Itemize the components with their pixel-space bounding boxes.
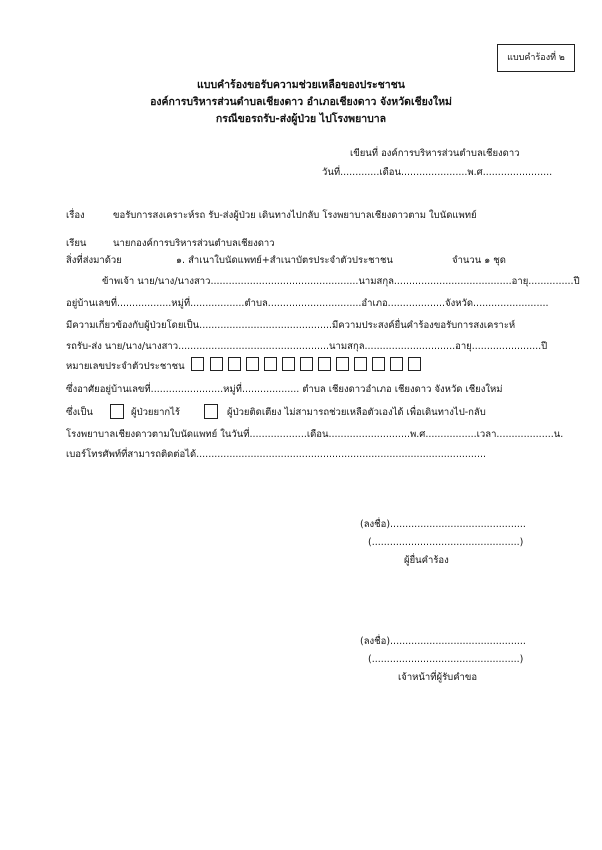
- subject-label: เรื่อง: [66, 210, 85, 221]
- id-digit-box[interactable]: [390, 357, 403, 371]
- form-title-line1: แบบคำร้องขอรับความช่วยเหลือของประชาชน: [197, 79, 405, 91]
- to-label: เรียน: [66, 238, 87, 249]
- id-digit-box[interactable]: [354, 357, 367, 371]
- date-line: วันที่.............เดือน......................พ.ศ.......................: [322, 167, 553, 178]
- id-digit-box[interactable]: [318, 357, 331, 371]
- id-digit-box[interactable]: [372, 357, 385, 371]
- body-line-appointment: โรงพยาบาลเชียงดาวตามใบนัดแพทย์ ในวันที่...................เดือน...........................พ.ศ.................เวลา...................น.: [66, 429, 564, 440]
- id-digit-box[interactable]: [228, 357, 241, 371]
- enclosure-count: จำนวน ๑ ชุด: [452, 255, 506, 266]
- poor-patient-checkbox[interactable]: [110, 404, 124, 419]
- officer-role: เจ้าหน้าที่ผู้รับคำขอ: [398, 672, 478, 683]
- bedridden-patient-checkbox[interactable]: [204, 404, 218, 419]
- id-digit-box[interactable]: [210, 357, 223, 371]
- form-title-line2: องค์การบริหารส่วนตำบลเชียงดาว อำเภอเชียงดาว จังหวัดเชียงใหม่: [150, 96, 452, 108]
- id-digit-box[interactable]: [408, 357, 421, 371]
- applicant-signature-line: (ลงชื่อ).............................................: [360, 519, 526, 530]
- bedridden-patient-label: ผู้ป่วยติดเตียง ไม่สามารถช่วยเหลือตัวเองได้ เพื่อเดินทางไป-กลับ: [227, 407, 486, 418]
- applicant-name-line: (.................................................): [368, 537, 524, 548]
- enclosure-label: สิ่งที่ส่งมาด้วย: [66, 255, 122, 266]
- to-text: นายกองค์การบริหารส่วนตำบลเชียงดาว: [113, 238, 275, 249]
- status-prefix: ซึ่งเป็น: [66, 407, 93, 418]
- id-digit-box[interactable]: [191, 357, 204, 371]
- id-digit-box[interactable]: [246, 357, 259, 371]
- officer-name-line: (.................................................): [368, 654, 524, 665]
- id-digit-box[interactable]: [300, 357, 313, 371]
- body-line-phone: เบอร์โทรศัพท์ที่สามารถติดต่อได้................................................................................................: [66, 449, 487, 460]
- applicant-role: ผู้ยื่นคำร้อง: [404, 555, 449, 566]
- enclosure-text: ๑. สำเนาใบนัดแพทย์+สำเนาบัตรประจำตัวประชาชน: [176, 255, 393, 266]
- form-title-line3: กรณีขอรถรับ-ส่งผู้ป่วย ไปโรงพยาบาล: [215, 113, 387, 125]
- subject-text: ขอรับการสงเคราะห์รถ รับ-ส่งผู้ป่วย เดินทางไปกลับ โรงพยาบาลเชียงดาวตาม ใบนัดแพทย์: [113, 210, 477, 221]
- officer-signature-line: (ลงชื่อ).............................................: [360, 636, 526, 647]
- poor-patient-label: ผู้ป่วยยากไร้: [131, 407, 181, 418]
- id-digit-box[interactable]: [264, 357, 277, 371]
- body-line-relation: มีความเกี่ยวข้องกับผู้ป่วยโดยเป็น............................................มีความประสงค์ยื่นคำร้องขอรับการสงเคราะห์: [66, 320, 516, 331]
- body-line-applicant: ข้าพเจ้า นาย/นาง/นางสาว.................................................นามสกุล.......................................อายุ...............ปี: [102, 276, 580, 287]
- written-at: เขียนที่ องค์การบริหารส่วนตำบลเชียงดาว: [350, 148, 520, 159]
- id-digit-box[interactable]: [282, 357, 295, 371]
- form-number-box: แบบคำร้องที่ ๒: [497, 44, 575, 72]
- citizen-id-label: หมายเลขประจำตัวประชาชน: [66, 361, 185, 372]
- body-line-patient: รถรับ-ส่ง นาย/นาง/นางสาว..................................................นามสกุล..............................อายุ.......................ปี: [66, 341, 548, 352]
- id-digit-box[interactable]: [336, 357, 349, 371]
- body-line-address: อยู่บ้านเลขที่..................หมู่ที่..................ตำบล...............................อำเภอ...................จังหวัด.........................: [66, 298, 549, 309]
- body-line-residence: ซึ่งอาศัยอยู่บ้านเลขที่........................หมู่ที่................... ตำบล เชียงดาวอำเภอ เชียงดาว จังหวัด เชียงใหม่: [66, 384, 503, 395]
